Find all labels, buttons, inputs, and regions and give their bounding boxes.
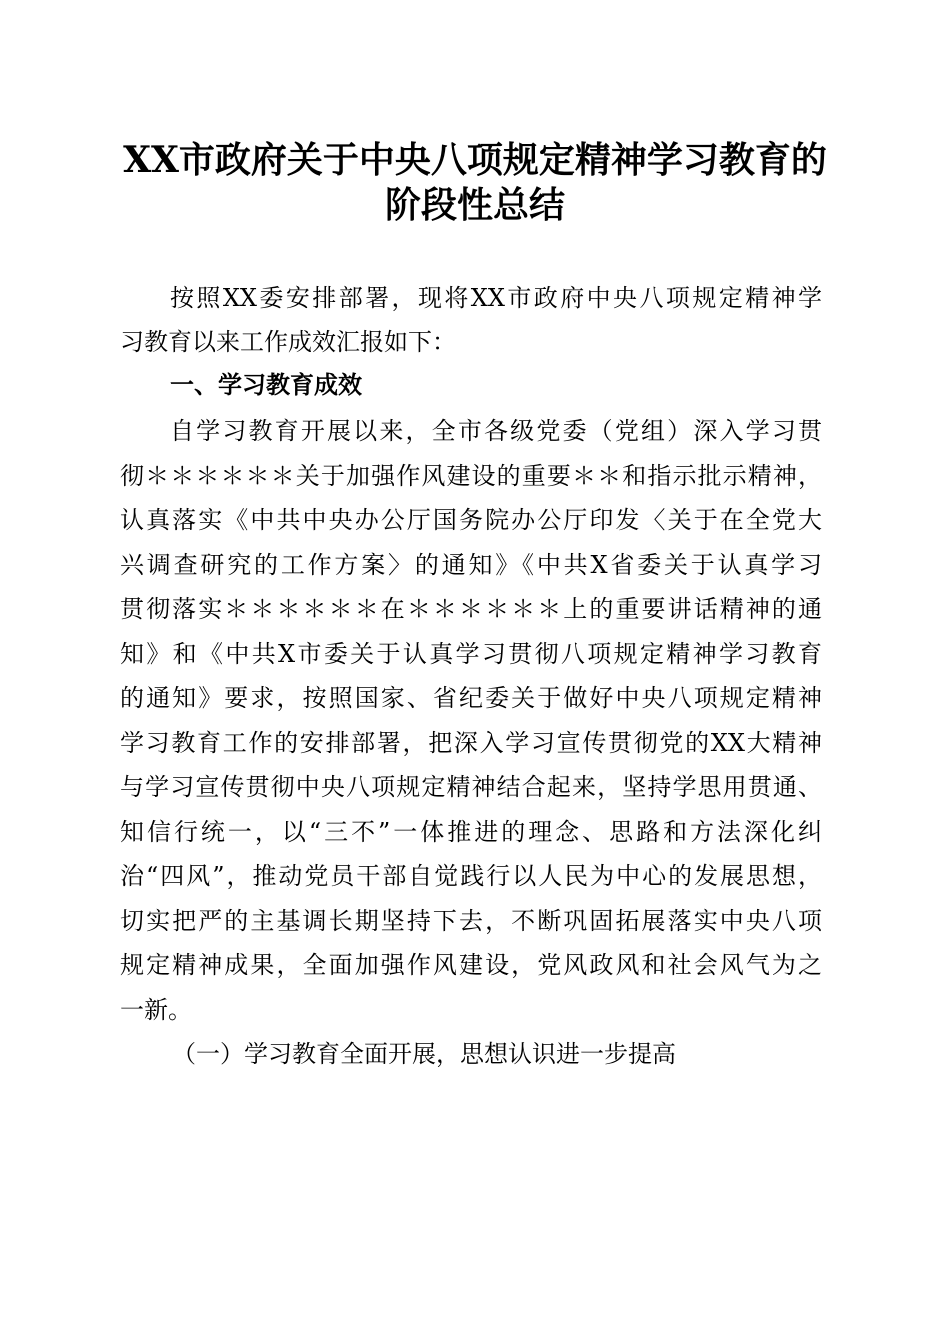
intro-line: 习教育以来工作成效汇报如下： <box>120 328 456 356</box>
body-line: 自学习教育开展以来，全市各级党委（党组）深入学习贯 <box>170 417 822 445</box>
body-line: 治“四风”，推动党员干部自觉践行以人民为中心的发展思想， <box>120 862 822 890</box>
body-line: 兴调查研究的工作方案〉的通知》《中共X省委关于认真学习 <box>120 550 822 579</box>
document-title-line-1: XX市政府关于中央八项规定精神学习教育的 <box>123 139 827 181</box>
body-line: 规定精神成果，全面加强作风建设，党风政风和社会风气为之 <box>120 951 822 979</box>
body-line: 切实把严的主基调长期坚持下去，不断巩固拓展落实中央八项 <box>120 906 822 935</box>
body-line: 一新。 <box>120 995 192 1024</box>
body-line: 贯彻落实＊＊＊＊＊＊在＊＊＊＊＊＊上的重要讲话精神的通 <box>120 595 822 623</box>
intro-line: 按照XX委安排部署，现将XX市政府中央八项规定精神学 <box>170 284 822 312</box>
body-line: 知信行统一，以“三不”一体推进的理念、思路和方法深化纠 <box>120 817 822 846</box>
body-line: 的通知》要求，按照国家、省纪委关于做好中央八项规定精神 <box>120 684 822 712</box>
body-line: 与学习宣传贯彻中央八项规定精神结合起来，坚持学思用贯通、 <box>120 773 822 801</box>
subsection-heading: （一）学习教育全面开展，思想认识进一步提高 <box>172 1040 676 1068</box>
document-title-line-2: 阶段性总结 <box>384 184 565 226</box>
section-heading: 一、学习教育成效 <box>170 370 362 399</box>
body-line: 认真落实《中共中央办公厅国务院办公厅印发〈关于在全党大 <box>120 506 822 534</box>
body-line: 学习教育工作的安排部署，把深入学习宣传贯彻党的XX大精神 <box>120 728 822 757</box>
body-line: 知》和《中共X市委关于认真学习贯彻八项规定精神学习教育 <box>120 639 822 668</box>
body-line: 彻＊＊＊＊＊＊关于加强作风建设的重要＊＊和指示批示精神， <box>120 461 822 490</box>
